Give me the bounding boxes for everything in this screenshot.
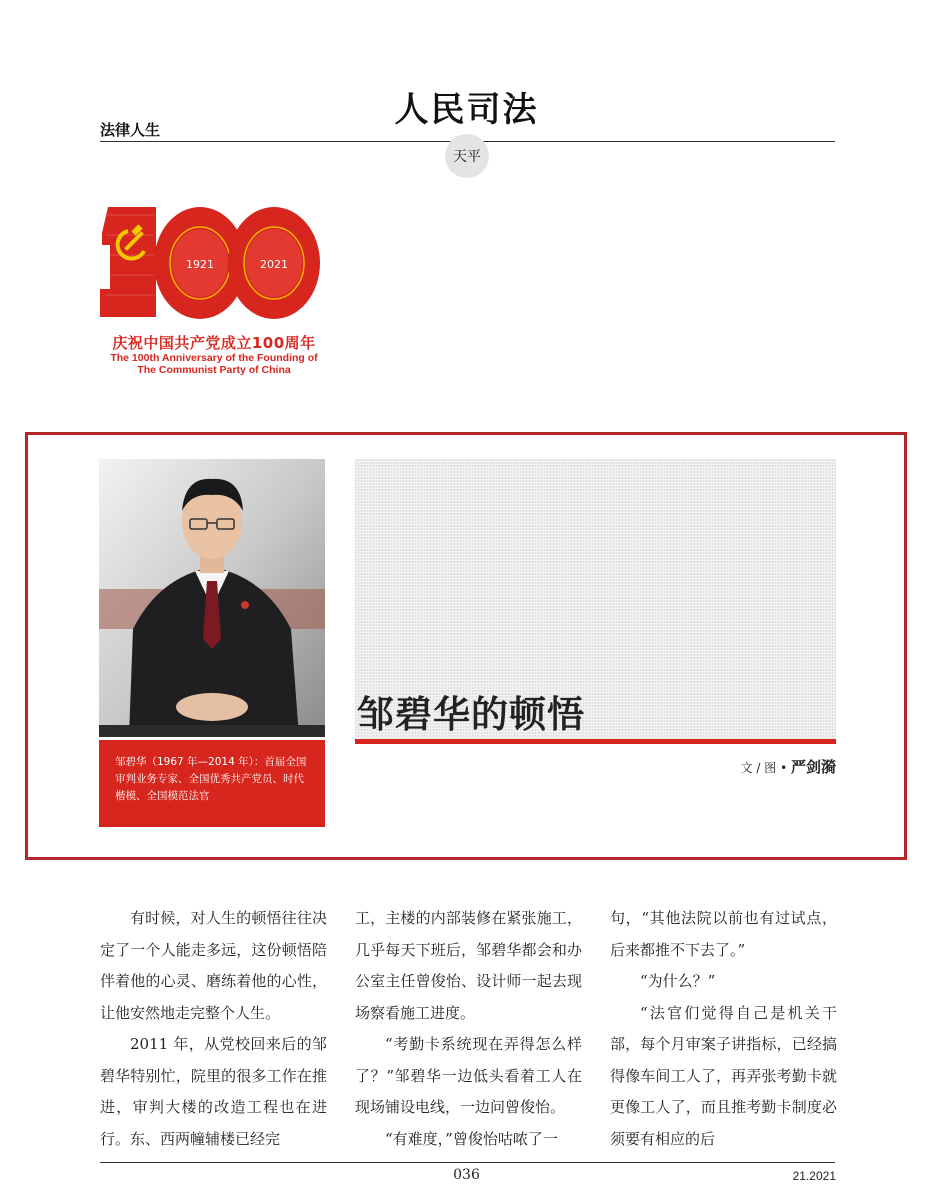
article-title: 邹碧华的顿悟 — [357, 693, 585, 736]
emblem-caption-en-line1: The 100th Anniversary of the Founding of — [110, 352, 318, 364]
portrait-photo — [99, 459, 325, 737]
emblem-caption-en-line2: The Communist Party of China — [137, 364, 291, 376]
text-column-1 — [100, 903, 327, 1155]
emblem-digit-one — [100, 207, 156, 317]
issue-number: 21.2021 — [792, 1169, 836, 1183]
paragraph: “有难度，”曾俊怡咕哝了一 — [385, 1129, 558, 1148]
title-underline — [355, 739, 836, 744]
emblem-caption-en — [98, 352, 330, 376]
byline — [600, 756, 836, 777]
paragraph: 有时候，对人生的顿悟往往决定了一个人能走多远，这份顿悟陪伴着他的心灵、磨练着他的心性，让他安然地走完整个人生。 — [100, 909, 327, 1022]
paragraph: “法官们觉得自己是机关干部，每个月审案子讲指标，已经搞得像车间工人了，再弄张考勤卡就更像工人了，而且推考勤卡制度必须要有相应的后 — [610, 1003, 837, 1148]
paragraph: “考勤卡系统现在弄得怎么样了？”邹碧华一边低头看着工人在现场铺设电线，一边问曾俊怡。 — [355, 1035, 582, 1116]
column-badge: 天平 — [445, 134, 489, 178]
year-start-label: 1921 — [186, 258, 214, 271]
text-column-2 — [355, 903, 582, 1155]
portrait-illustration — [99, 459, 325, 737]
paragraph: “为什么？” — [640, 972, 716, 990]
page-number: 036 — [453, 1167, 480, 1183]
emblem-zero-2021 — [228, 207, 320, 319]
section-label: 法律人生 — [100, 121, 161, 139]
emblem-caption-cn: 庆祝中国共产党成立100周年 — [112, 334, 316, 352]
byline-author: 严剑漪 — [790, 758, 836, 776]
photo-caption: 邹碧华（1967 年—2014 年）：首届全国审判业务专家、全国优秀共产党员、时代楷模、全国模范法官 — [99, 740, 325, 827]
text-column-3 — [610, 903, 837, 1155]
paragraph: 2011 年，从党校回来后的邹碧华特别忙，院里的很多工作在推进，审判大楼的改造工程也在进行。东、西两幢辅楼已经完 — [100, 1035, 327, 1148]
paragraph: 句，“其他法院以前也有过试点，后来都推不下去了。” — [610, 909, 837, 959]
footer-divider — [100, 1162, 835, 1163]
magazine-title: 人民司法 — [394, 90, 539, 130]
byline-prefix: 文 / 图 • — [740, 761, 788, 775]
year-end-label: 2021 — [260, 258, 288, 271]
paragraph: 工，主楼的内部装修在紧张施工，几乎每天下班后，邹碧华都会和办公室主任曾俊怡、设计师一起去现场察看施工进度。 — [355, 909, 582, 1022]
